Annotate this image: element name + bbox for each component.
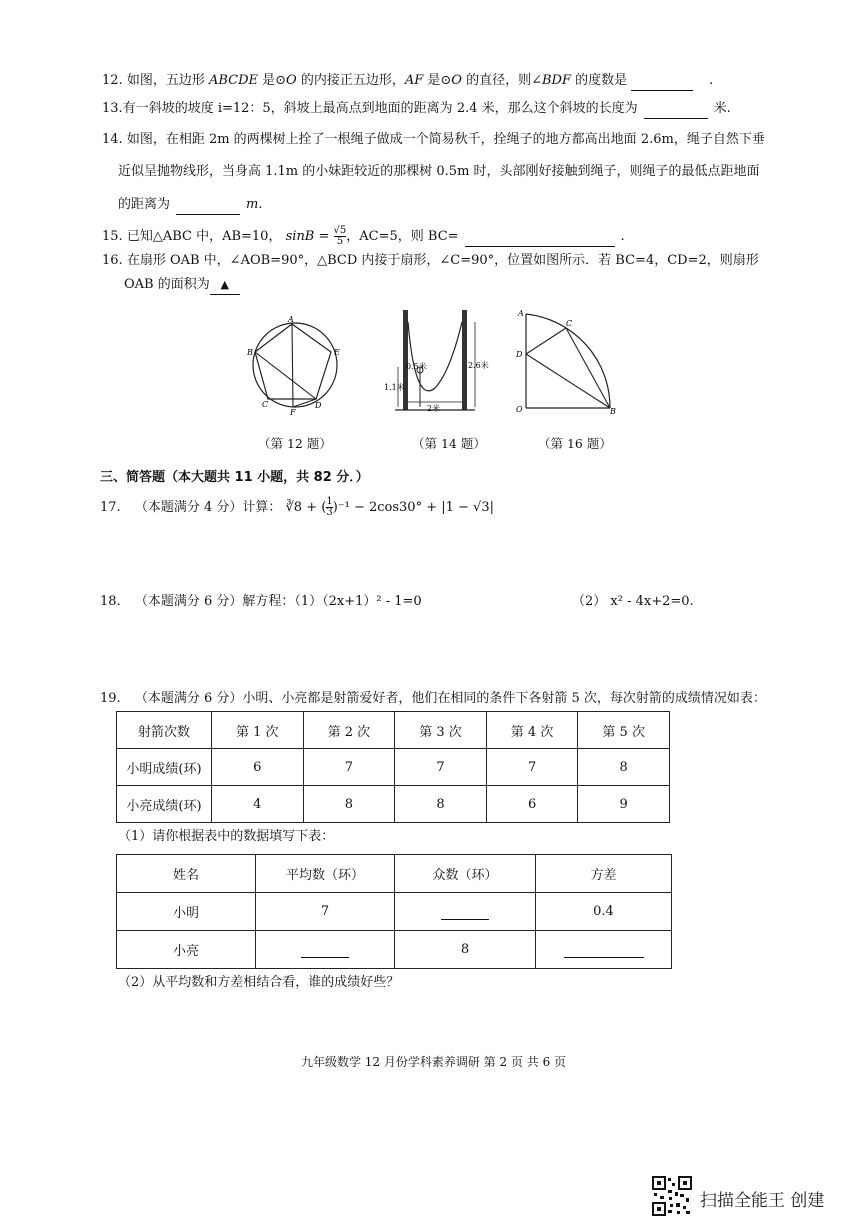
question-14-line3: 的距离为 m. <box>118 196 262 215</box>
fraction: $\frac{1}{3}$ <box>326 496 333 518</box>
question-16: 16. 在扇形 OAB 中，∠AOB=90°，△BCD 内接于扇形，∠C=90°，位置如图所示．若 BC=4，CD=2，则扇形 <box>102 253 759 268</box>
label-A: A <box>288 315 294 324</box>
answer-cell[interactable] <box>256 931 395 969</box>
label-D: D <box>516 350 523 359</box>
answer-blank[interactable] <box>176 196 240 215</box>
answer-blank[interactable]: ▲ <box>210 276 240 295</box>
label-2m: 2米 <box>427 404 441 413</box>
caption-14: （第 14 题） <box>412 436 486 451</box>
question-number: 12. <box>102 73 123 88</box>
label-F: F <box>290 408 296 417</box>
question-15: 15. 已知△ABC 中，AB=10， sinB = $\frac{√5}{5}$ ，AC=5，则 BC= . <box>102 225 625 247</box>
answer-cell[interactable] <box>536 931 672 969</box>
question-18-part2: （2） x² - 4x+2=0. <box>572 594 694 609</box>
question-14-line2: 近似呈抛物线形，当身高 1.1m 的小妹距较近的那棵树 0.5m 时，头部刚好接触到绳子，则绳子的最低点距地面 <box>118 164 760 179</box>
scores-table <box>116 711 670 823</box>
figure-14 <box>380 310 490 422</box>
label-B: B <box>610 407 616 416</box>
question-17: 17. （本题满分 4 分）计算： ∛8 + ( $\frac{1}{3}$ )⁻¹ − 2cos30° + |1 − √3| <box>100 496 494 518</box>
caption-12: （第 12 题） <box>258 436 332 451</box>
label-C: C <box>566 319 573 328</box>
page-footer: 九年级数学 12 月份学科素养调研 第 2 页 共 6 页 <box>300 1055 567 1069</box>
label-E: E <box>334 348 340 357</box>
table-header-row: 姓名 平均数（环） 众数（环） 方差 <box>117 855 672 893</box>
watermark-text: 扫描全能王 创建 <box>700 1191 825 1211</box>
label-A: A <box>518 309 524 318</box>
question-12: 12. 如图，五边形 ABCDE 是⊙O 的内接正五边形，AF 是⊙O 的直径，则∠BDF 的度数是 . <box>102 72 713 91</box>
table-row: 小明 7 0.4 <box>117 893 672 931</box>
figure-12 <box>245 312 355 417</box>
question-14: 14. 如图，在相距 2m 的两棵树上拴了一根绳子做成一个简易秋千，拴绳子的地方都高出地面 2.6m，绳子自然下垂 <box>102 132 765 147</box>
label-O: O <box>516 405 523 414</box>
qr-code-icon <box>652 1176 692 1216</box>
label-D: D <box>315 401 322 410</box>
figure-16 <box>512 306 622 418</box>
answer-blank[interactable] <box>644 100 708 119</box>
section-heading: 三、简答题（本大题共 11 小题，共 82 分．） <box>100 470 369 485</box>
table-header-row: 射箭次数 第 1 次 第 2 次 第 3 次 第 4 次 第 5 次 <box>117 712 670 749</box>
table-row: 小亮 8 <box>117 931 672 969</box>
question-19: 19. （本题满分 6 分）小明、小亮都是射箭爱好者，他们在相同的条件下各射箭 5 次，每次射箭的成绩情况如表： <box>100 691 766 706</box>
label-0.5m: 0.5米 <box>406 362 427 371</box>
answer-blank[interactable] <box>465 228 615 247</box>
table-row: 小明成绩(环) 6 7 7 7 8 <box>117 749 670 786</box>
question-19-part1: （1）请你根据表中的数据填写下表： <box>118 829 335 844</box>
answer-blank[interactable] <box>631 72 693 91</box>
question-19-part2: （2）从平均数和方差相结合看，谁的成绩好些？ <box>118 975 400 990</box>
answer-cell[interactable] <box>395 893 536 931</box>
label-2.6m: 2.6米 <box>468 361 489 370</box>
statistics-table <box>116 854 672 969</box>
fraction: $\frac{√5}{5}$ <box>333 225 347 247</box>
question-18: 18. （本题满分 6 分）解方程：（1）（2x+1）² - 1=0 <box>100 594 422 609</box>
caption-16: （第 16 题） <box>538 436 612 451</box>
table-row: 小亮成绩(环) 4 8 8 6 9 <box>117 786 670 823</box>
label-B: B <box>247 348 253 357</box>
question-13: 13.有一斜坡的坡度 i=12：5，斜坡上最高点到地面的距离为 2.4 米，那么这个斜坡的长度为 米. <box>102 100 731 119</box>
label-C: C <box>262 400 269 409</box>
label-1.1m: 1.1米 <box>384 383 405 392</box>
question-16-line2: OAB 的面积为 ▲ <box>124 276 240 295</box>
